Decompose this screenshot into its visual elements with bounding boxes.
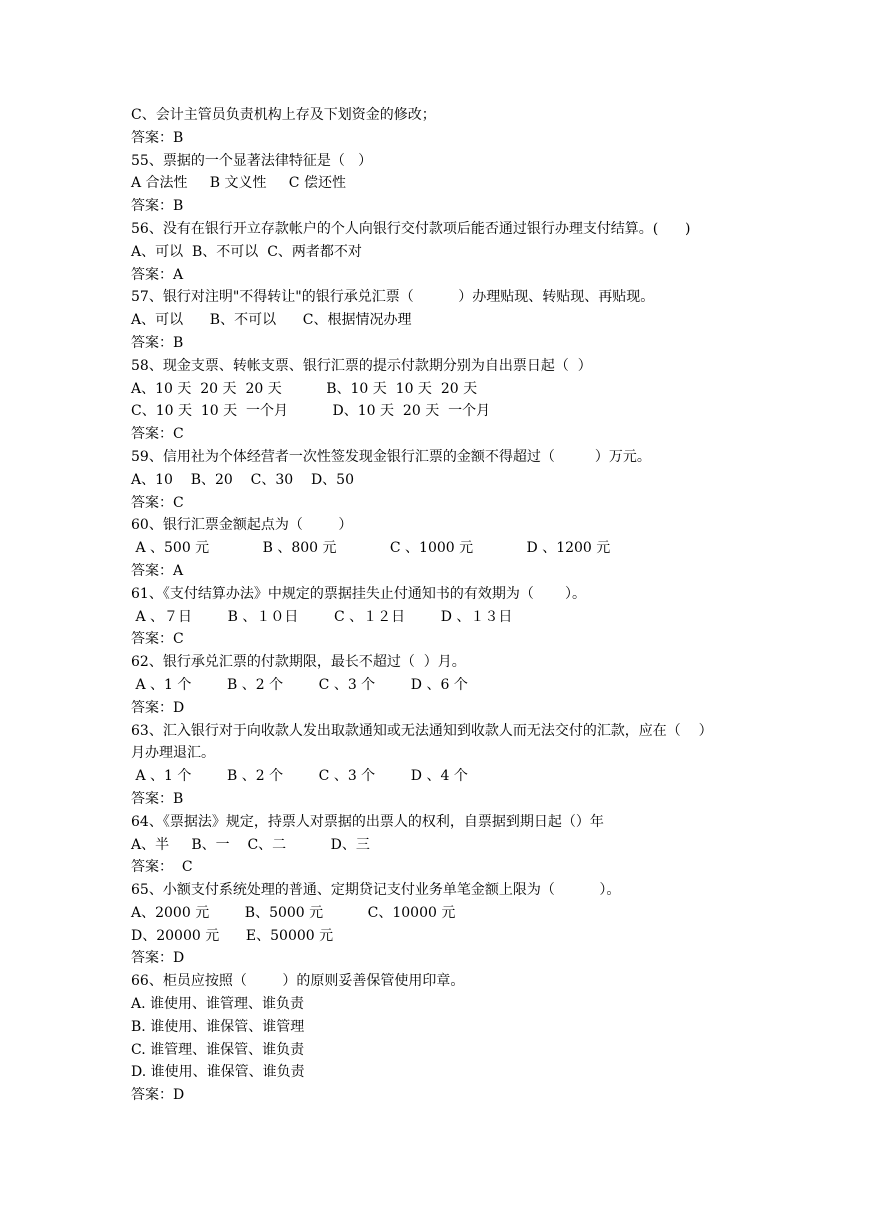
text-line: A、可以 B、不可以 C、两者都不对 [131, 243, 362, 260]
text-line: 65、小额支付系统处理的普通、定期贷记支付业务单笔金额上限为（ ）。 [131, 882, 621, 899]
text-line: 63、汇入银行对于向收款人发出取款通知或无法通知到收款人而无法交付的汇款，应在（ ） [131, 722, 713, 739]
text-line: 答案：A [131, 266, 184, 283]
text-line: 答案：D [131, 950, 185, 967]
text-line: C. 谁管理、谁保管、谁负责 [131, 1041, 305, 1058]
text-line: 答案：C [131, 494, 184, 511]
text-line: 57、银行对注明"不得转让"的银行承兑汇票（ ）办理贴现、转贴现、再贴现。 [131, 289, 655, 306]
text-line: 答案： C [131, 859, 193, 876]
text-line: 答案：B [131, 198, 184, 215]
text-line: 答案：B [131, 790, 184, 807]
text-line: C、会计主管员负责机构上存及下划资金的修改； [131, 107, 436, 123]
text-line: 64、《票据法》规定，持票人对票据的出票人的权利，自票据到期日起（）年 [131, 813, 604, 830]
text-line: 61、《支付结算办法》中规定的票据挂失止付通知书的有效期为（ ）。 [131, 585, 586, 602]
text-line: 答案：A [131, 562, 184, 579]
text-line: D、20000 元 E、50000 元 [131, 927, 334, 944]
text-line: A、可以 B、不可以 C、根据情况办理 [131, 312, 412, 329]
text-line: 答案：D [131, 699, 185, 716]
text-line: 答案：B [131, 334, 184, 351]
text-line: A 、1 个 B 、2 个 C 、3 个 D 、6 个 [131, 676, 468, 693]
text-line: 答案：C [131, 426, 184, 443]
text-line: D. 谁使用、谁保管、谁负责 [131, 1064, 305, 1081]
text-line: A、2000 元 B、5000 元 C、10000 元 [131, 904, 456, 921]
text-line: A 、７日 B 、１０日 C 、１２日 D 、１３日 [131, 608, 513, 625]
text-line: 58、现金支票、转帐支票、银行汇票的提示付款期分别为自出票日起（ ） [131, 357, 592, 374]
text-line: A 、500 元 B 、800 元 C 、1000 元 D 、1200 元 [131, 540, 611, 557]
text-line: A、半 B、一 C、二 D、三 [131, 836, 370, 853]
text-line: 答案：B [131, 129, 184, 146]
text-line: 66、柜员应按照（ ）的原则妥善保管使用印章。 [131, 973, 465, 990]
document-page [131, 104, 751, 1107]
text-line: C、10 天 10 天 一个月 D、10 天 20 天 一个月 [131, 403, 491, 420]
text-line: 59、信用社为个体经营者一次性签发现金银行汇票的金额不得超过（ ）万元。 [131, 448, 651, 465]
text-line: 答案：D [131, 1087, 185, 1104]
text-line: 62、银行承兑汇票的付款期限，最长不超过（ ）月。 [131, 654, 466, 671]
text-line: 答案：C [131, 631, 184, 648]
text-line: 60、银行汇票金额起点为（ ） [131, 517, 353, 534]
text-line: A. 谁使用、谁管理、谁负责 [131, 996, 305, 1013]
text-line: A、10 B、20 C、30 D、50 [131, 471, 354, 488]
text-line: A、10 天 20 天 20 天 B、10 天 10 天 20 天 [131, 380, 478, 397]
text-line: 月办理退汇。 [131, 745, 215, 762]
text-line: 55、票据的一个显著法律特征是（ ） [131, 152, 373, 169]
text-line: A 合法性 B 文义性 C 偿还性 [131, 175, 346, 192]
text-line: A 、1 个 B 、2 个 C 、3 个 D 、4 个 [131, 768, 468, 785]
text-line: 56、没有在银行开立存款帐户的个人向银行交付款项后能否通过银行办理支付结算。( ) [131, 220, 691, 237]
text-line: B. 谁使用、谁保管、谁管理 [131, 1018, 305, 1035]
